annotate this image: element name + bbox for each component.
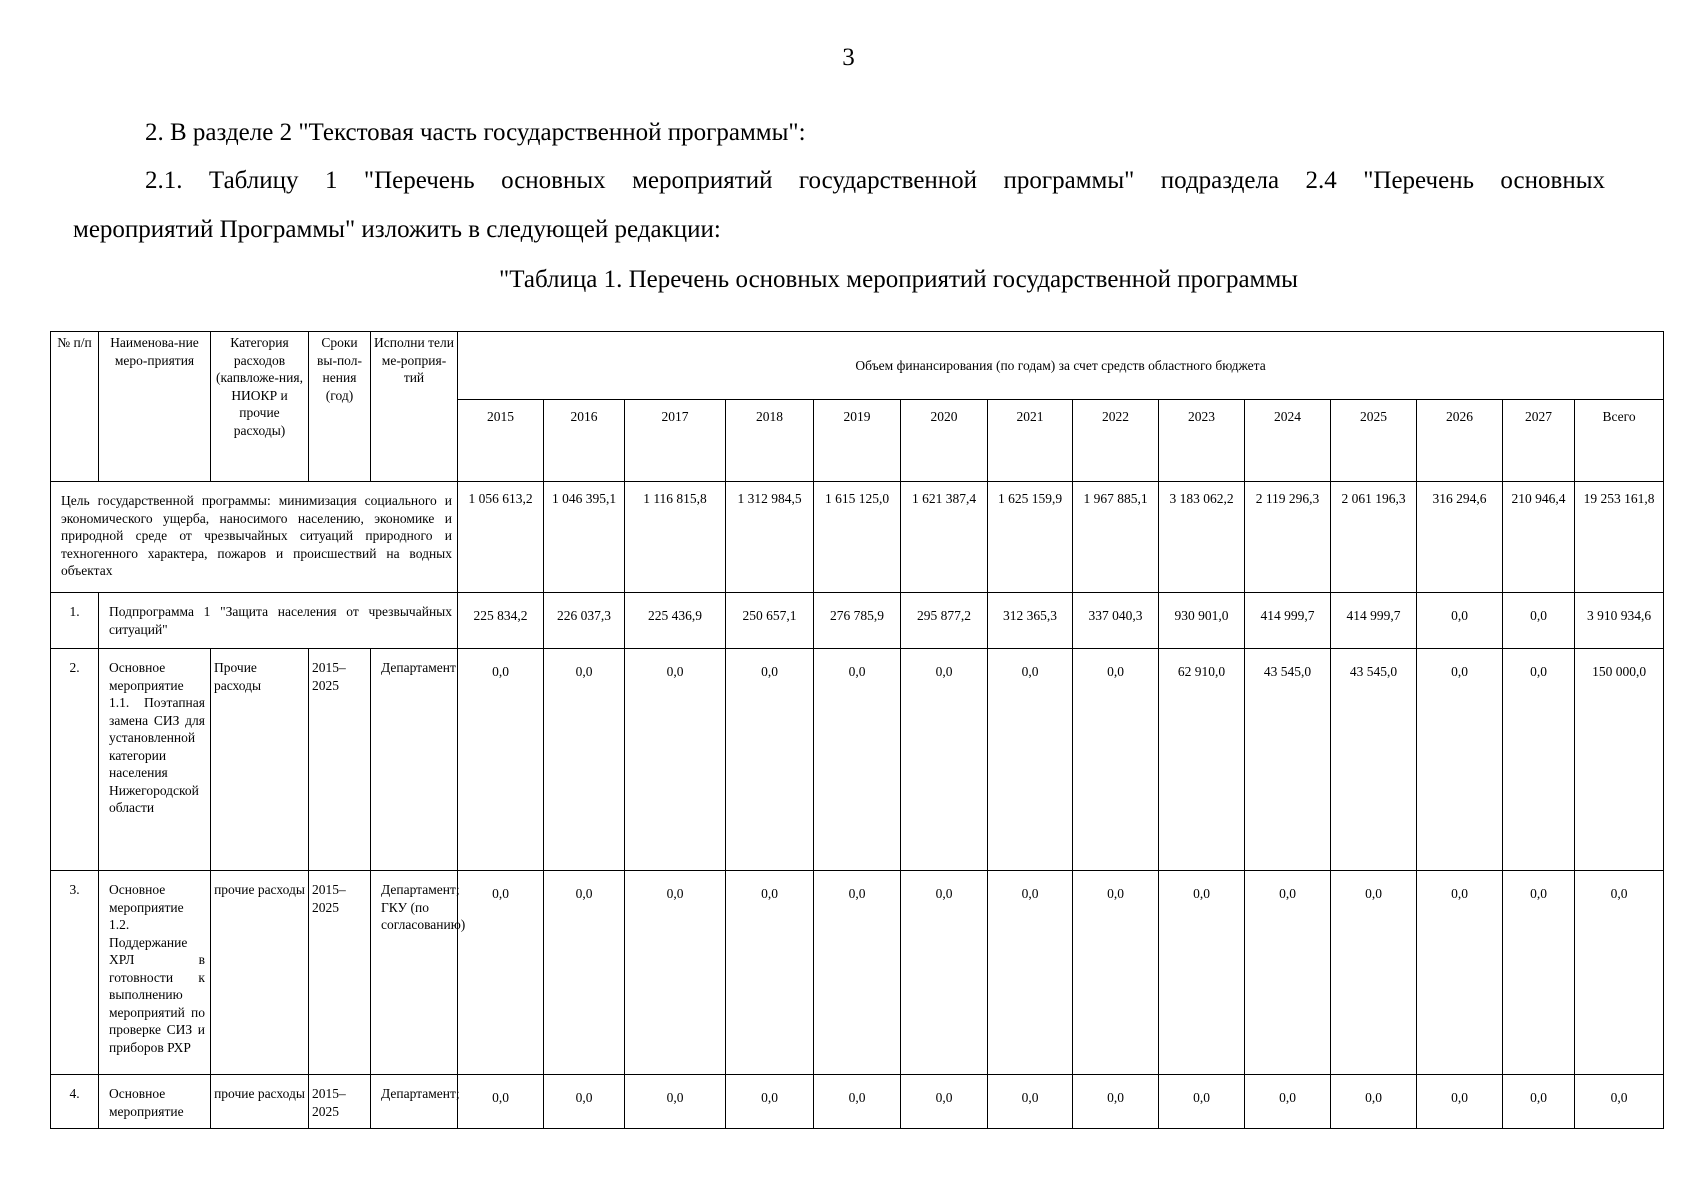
value-cell: 0,0 — [1331, 871, 1417, 1075]
value-cell: 150 000,0 — [1575, 649, 1664, 871]
header-year: 2023 — [1159, 400, 1245, 482]
value-cell: 0,0 — [1159, 1075, 1245, 1129]
paragraph-line-1: 2.1. Таблицу 1 "Перечень основных мероприятий государственной программы" подраздела 2.4 "Перечень основных — [145, 167, 1605, 194]
row-category: прочие расходы — [211, 871, 309, 1075]
row-num: 2. — [51, 649, 99, 871]
header-terms: Сроки вы-пол-нения (год) — [309, 332, 371, 482]
value-cell: 0,0 — [901, 871, 988, 1075]
page-number: 3 — [842, 44, 855, 71]
value-cell: 0,0 — [988, 871, 1073, 1075]
value-cell: 1 116 815,8 — [625, 482, 726, 593]
value-cell: 210 946,4 — [1503, 482, 1575, 593]
goal-row — [51, 482, 1664, 593]
header-year: 2027 — [1503, 400, 1575, 482]
goal-text: Цель государственной программы: минимизация социального и экономического ущерба, наносимого населению, экономике и природной среде от чрезвычайных ситуаций природного и техногенного характера, пожаров и происшествий на водных объектах — [51, 482, 458, 593]
value-cell: 1 615 125,0 — [814, 482, 901, 593]
table-row — [51, 871, 1664, 1075]
row-executor: Департамент; ГКУ (по согласованию) — [371, 871, 458, 1075]
header-year: 2022 — [1073, 400, 1159, 482]
header-year: 2026 — [1417, 400, 1503, 482]
table-row — [51, 593, 1664, 649]
value-cell: 0,0 — [901, 649, 988, 871]
row-category: прочие расходы — [211, 1075, 309, 1129]
row-name: Основное мероприятие — [99, 1075, 211, 1129]
value-cell: 276 785,9 — [814, 593, 901, 649]
value-cell: 295 877,2 — [901, 593, 988, 649]
section-heading: 2. В разделе 2 "Текстовая часть государственной программы": — [145, 119, 806, 146]
header-year: 2021 — [988, 400, 1073, 482]
row-name: Основное мероприятие 1.1. Поэтапная замена СИЗ для установленной категории населения Нижегородской области — [99, 649, 211, 871]
value-cell: 0,0 — [1073, 1075, 1159, 1129]
value-cell: 0,0 — [458, 649, 544, 871]
value-cell: 43 545,0 — [1245, 649, 1331, 871]
header-name: Наименова-ние меро-приятия — [99, 332, 211, 482]
value-cell: 312 365,3 — [988, 593, 1073, 649]
header-row-1 — [51, 332, 1664, 400]
header-financing: Объем финансирования (по годам) за счет средств областного бюджета — [458, 332, 1664, 400]
value-cell: 0,0 — [1073, 871, 1159, 1075]
row-num: 1. — [51, 593, 99, 649]
table-row — [51, 649, 1664, 871]
value-cell: 0,0 — [988, 1075, 1073, 1129]
value-cell: 0,0 — [1503, 649, 1575, 871]
value-cell: 0,0 — [726, 649, 814, 871]
header-executors: Исполни тели ме-роприя-тий — [371, 332, 458, 482]
value-cell: 0,0 — [1417, 593, 1503, 649]
header-year: 2019 — [814, 400, 901, 482]
row-num: 3. — [51, 871, 99, 1075]
value-cell: 1 312 984,5 — [726, 482, 814, 593]
value-cell: 226 037,3 — [544, 593, 625, 649]
row-terms: 2015–2025 — [309, 871, 371, 1075]
header-year: 2017 — [625, 400, 726, 482]
header-year: 2018 — [726, 400, 814, 482]
value-cell: 0,0 — [814, 649, 901, 871]
value-cell: 0,0 — [726, 1075, 814, 1129]
value-cell: 0,0 — [1417, 649, 1503, 871]
value-cell: 0,0 — [1159, 871, 1245, 1075]
value-cell: 2 119 296,3 — [1245, 482, 1331, 593]
value-cell: 250 657,1 — [726, 593, 814, 649]
header-year: 2016 — [544, 400, 625, 482]
value-cell: 0,0 — [1073, 649, 1159, 871]
value-cell: 2 061 196,3 — [1331, 482, 1417, 593]
value-cell: 43 545,0 — [1331, 649, 1417, 871]
value-cell: 930 901,0 — [1159, 593, 1245, 649]
value-cell: 0,0 — [1245, 871, 1331, 1075]
value-cell: 19 253 161,8 — [1575, 482, 1664, 593]
value-cell: 0,0 — [1245, 1075, 1331, 1129]
value-cell: 337 040,3 — [1073, 593, 1159, 649]
value-cell: 0,0 — [988, 649, 1073, 871]
header-year: 2020 — [901, 400, 988, 482]
value-cell: 0,0 — [458, 871, 544, 1075]
row-terms: 2015–2025 — [309, 649, 371, 871]
value-cell: 0,0 — [1575, 871, 1664, 1075]
value-cell: 0,0 — [901, 1075, 988, 1129]
header-year: 2015 — [458, 400, 544, 482]
row-category: Прочие расходы — [211, 649, 309, 871]
value-cell: 1 056 613,2 — [458, 482, 544, 593]
value-cell: 0,0 — [1575, 1075, 1664, 1129]
value-cell: 0,0 — [625, 649, 726, 871]
value-cell: 0,0 — [814, 1075, 901, 1129]
value-cell: 414 999,7 — [1245, 593, 1331, 649]
value-cell: 62 910,0 — [1159, 649, 1245, 871]
value-cell: 0,0 — [814, 871, 901, 1075]
value-cell: 0,0 — [1503, 871, 1575, 1075]
value-cell: 1 967 885,1 — [1073, 482, 1159, 593]
value-cell: 0,0 — [1417, 1075, 1503, 1129]
value-cell: 0,0 — [544, 1075, 625, 1129]
value-cell: 225 436,9 — [625, 593, 726, 649]
table-row — [51, 1075, 1664, 1129]
value-cell: 1 621 387,4 — [901, 482, 988, 593]
value-cell: 0,0 — [1331, 1075, 1417, 1129]
value-cell: 3 183 062,2 — [1159, 482, 1245, 593]
header-year: 2025 — [1331, 400, 1417, 482]
value-cell: 0,0 — [625, 1075, 726, 1129]
value-cell: 0,0 — [625, 871, 726, 1075]
row-name: Подпрограмма 1 "Защита населения от чрезвычайных ситуаций" — [99, 593, 458, 649]
value-cell: 1 046 395,1 — [544, 482, 625, 593]
value-cell: 0,0 — [726, 871, 814, 1075]
row-executor: Департамент; — [371, 1075, 458, 1129]
paragraph-line-2: мероприятий Программы" изложить в следующей редакции: — [73, 216, 721, 243]
value-cell: 3 910 934,6 — [1575, 593, 1664, 649]
value-cell: 0,0 — [544, 649, 625, 871]
row-executor: Департамент — [371, 649, 458, 871]
header-year: 2024 — [1245, 400, 1331, 482]
value-cell: 0,0 — [458, 1075, 544, 1129]
value-cell: 316 294,6 — [1417, 482, 1503, 593]
header-category: Категория расходов (капвложе-ния, НИОКР и прочие расходы) — [211, 332, 309, 482]
row-name: Основное мероприятие 1.2. Поддержание ХРЛ в готовности к выполнению мероприятий по проверке СИЗ и приборов РХР — [99, 871, 211, 1075]
header-num: № п/п — [51, 332, 99, 482]
value-cell: 0,0 — [1503, 593, 1575, 649]
row-terms: 2015–2025 — [309, 1075, 371, 1129]
value-cell: 414 999,7 — [1331, 593, 1417, 649]
value-cell: 0,0 — [544, 871, 625, 1075]
value-cell: 0,0 — [1417, 871, 1503, 1075]
value-cell: 225 834,2 — [458, 593, 544, 649]
header-year: Всего — [1575, 400, 1664, 482]
row-num: 4. — [51, 1075, 99, 1129]
table-caption: "Таблица 1. Перечень основных мероприятий государственной программы — [499, 266, 1298, 293]
measures-table — [50, 331, 1664, 1129]
value-cell: 1 625 159,9 — [988, 482, 1073, 593]
value-cell: 0,0 — [1503, 1075, 1575, 1129]
